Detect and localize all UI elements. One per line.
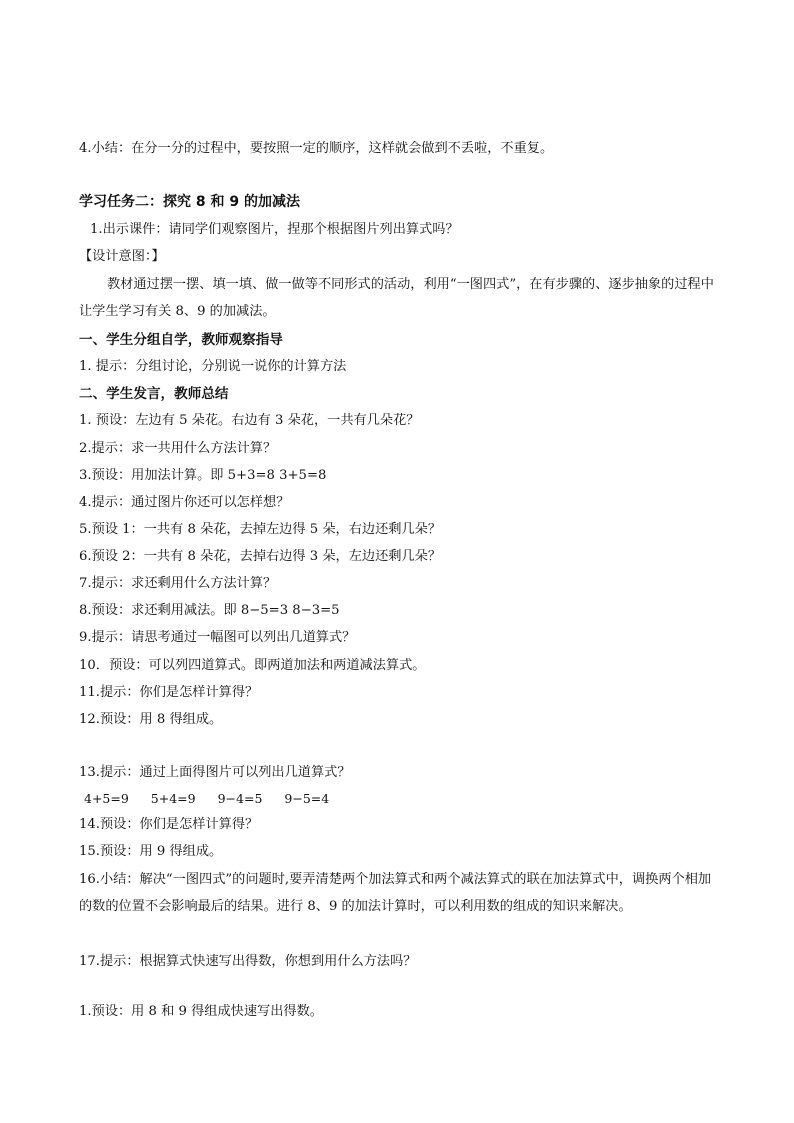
list-item: 1. 预设：左边有 5 朵花。右边有 3 朵花，一共有几朵花？ [79, 413, 420, 428]
list-item: 8.预设：求还剩用减法。即 8−5=3 8−3=5 [79, 603, 340, 618]
list-item: 5.预设 1：一共有 8 朵花，去掉左边得 5 朵，右边还剩几朵？ [79, 522, 442, 537]
list-item: 10．预设：可以列四道算式。即两道加法和两道减法算式。 [79, 658, 426, 673]
equation: 9−4=5 [217, 791, 263, 806]
equation: 4+5=9 [84, 791, 129, 806]
summary-16: 16.小结：解决“一图四式”的问题时,要弄清楚两个加法算式和两个减法算式的联在加法算式中，调换两个相加的数的位置不会影响最后的结果。进行 8、9 的加法计算时，可以利用数的组成的知识来解决。 [79, 872, 712, 914]
design-intent-text: 教材通过摆一摆、填一填、做一做等不同形式的活动，利用“一图四式”，在有步骤的、逐步抽象的过程中让学生学习有关 8、9 的加减法。 [79, 277, 714, 319]
section-2-heading: 二、学生发言，教师总结 [79, 386, 229, 402]
list-item: 14.预设：你们是怎样计算得？ [79, 817, 259, 832]
design-intent-label: 【设计意图：】 [79, 249, 165, 264]
summary-4: 4.小结：在分一分的过程中，要按照一定的顺序，这样就会做到不丢啦，不重复。 [79, 141, 554, 156]
list-item: 3.预设：用加法计算。即 5+3=8 3+5=8 [79, 468, 327, 483]
list-item: 7.提示：求还剩用什么方法计算？ [79, 576, 277, 591]
list-item: 11.提示：你们是怎样计算得？ [79, 685, 259, 700]
list-item: 6.预设 2：一共有 8 朵花，去掉右边得 3 朵，左边还剩几朵？ [79, 549, 442, 564]
courseware-prompt: 1.出示课件：请同学们观察图片，捏那个根据图片列出算式吗？ [90, 222, 459, 237]
list-item: 1.预设：用 8 和 9 得组成快速写出得数。 [79, 1004, 323, 1019]
equation: 9−5=4 [284, 791, 330, 806]
section-1-heading: 一、学生分组自学，教师观察指导 [79, 332, 283, 348]
equation-row [84, 790, 347, 808]
list-item: 17.提示：根据算式快速写出得数，你想到用什么方法吗？ [79, 954, 417, 969]
list-item: 12.预设：用 8 得组成。 [79, 712, 223, 727]
hint-1: 1. 提示：分组讨论，分别说一说你的计算方法 [79, 359, 347, 374]
task-2-title: 学习任务二：探究 8 和 9 的加减法 [79, 194, 300, 210]
list-item: 2.提示：求一共用什么方法计算？ [79, 441, 277, 456]
equation: 5+4=9 [150, 791, 196, 806]
list-item: 9.提示：请思考通过一幅图可以列出几道算式？ [79, 630, 356, 645]
list-item: 15.预设：用 9 得组成。 [79, 844, 223, 859]
list-item: 13.提示：通过上面得图片可以列出几道算式？ [79, 765, 351, 780]
list-item: 4.提示：通过图片你还可以怎样想？ [79, 495, 290, 510]
